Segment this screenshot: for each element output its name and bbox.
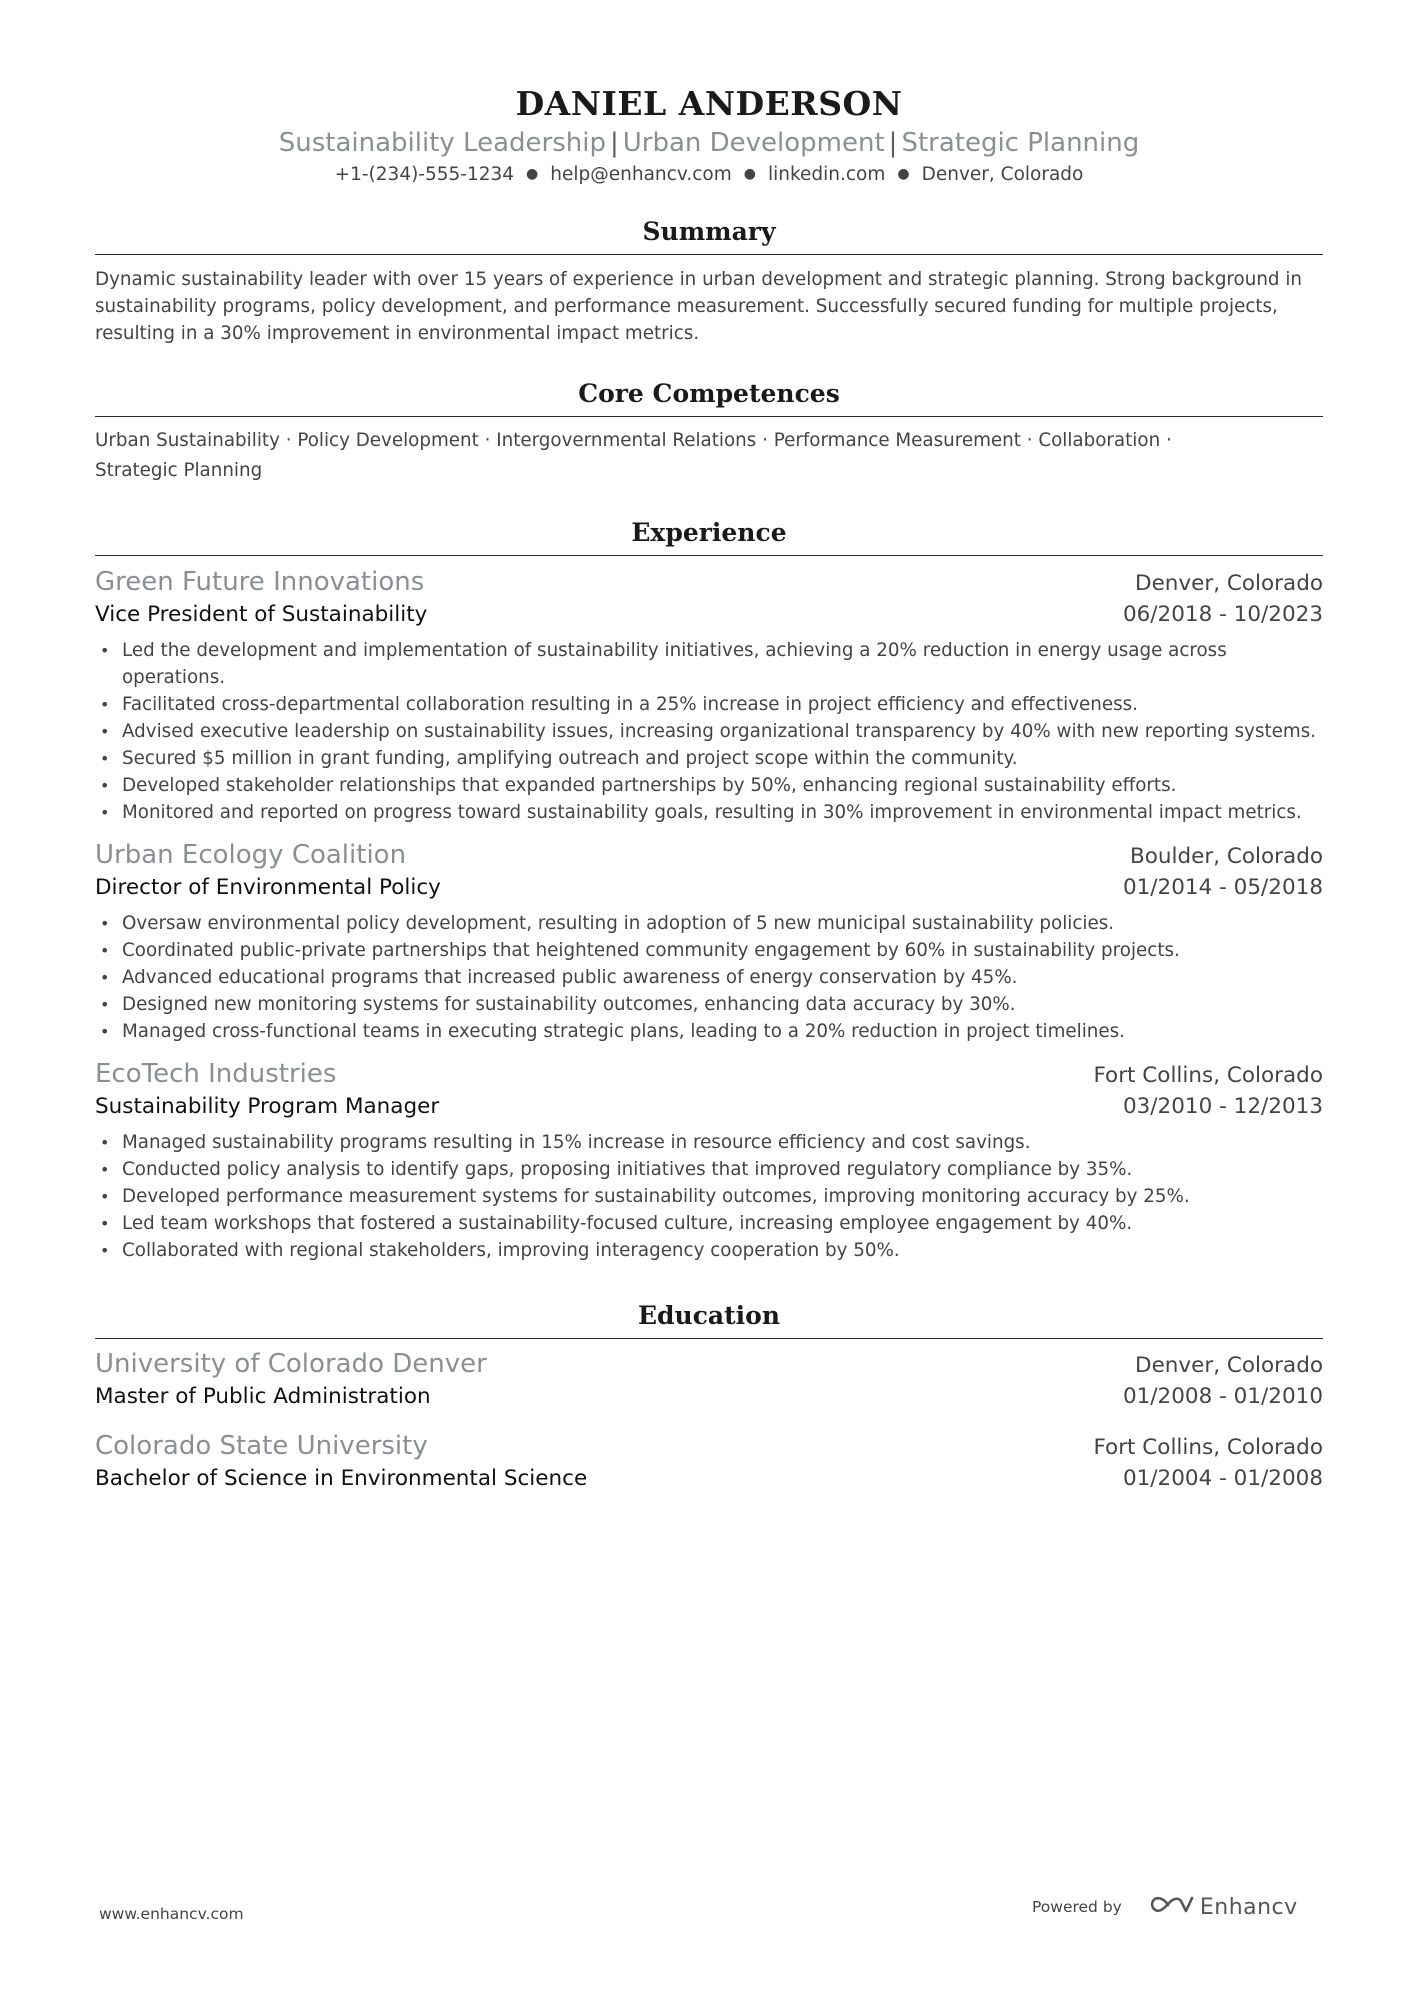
achievement-bullet: • Monitored and reported on progress toward sustainability goals, resulting in 30% improvement in environmental impact metrics. xyxy=(95,799,1323,826)
achievement-list xyxy=(95,637,1323,826)
section-divider xyxy=(95,555,1323,556)
section-divider xyxy=(95,416,1323,417)
powered-by-label: Powered by xyxy=(1032,1898,1122,1916)
job-dates: 01/2014 - 05/2018 xyxy=(1122,875,1323,900)
summary-text: Dynamic sustainability leader with over 15 years of experience in urban development and strategic planning. Strong background in sustainability programs, policy development, and performance measurement. Successfully secured funding for multiple projects, resulting in a 30% improvement in environmental impact metrics. xyxy=(95,269,1302,344)
competences-list: Urban Sustainability · Policy Development · Intergovernmental Relations · Performance Measurement · Collaboration · Strategic Planning xyxy=(95,430,1172,481)
achievement-bullet: • Led team workshops that fostered a sustainability-focused culture, increasing employee engagement by 40%. xyxy=(95,1210,1323,1237)
summary-section xyxy=(95,214,1323,347)
achievement-bullet: • Conducted policy analysis to identify gaps, proposing initiatives that improved regulatory compliance by 35%. xyxy=(95,1156,1323,1183)
section-heading: Summary xyxy=(642,217,776,246)
entry-header-row xyxy=(95,1057,1323,1091)
achievement-list xyxy=(95,1129,1323,1264)
school-name: University of Colorado Denver xyxy=(95,1349,487,1379)
job-title: Sustainability Program Manager xyxy=(95,1094,440,1119)
school-name: Colorado State University xyxy=(95,1431,428,1461)
resume-header xyxy=(95,82,1323,189)
experience-section xyxy=(95,515,1323,1264)
achievement-bullet: • Developed performance measurement systems for sustainability outcomes, improving monitoring accuracy by 25%. xyxy=(95,1183,1323,1210)
experience-entry xyxy=(95,565,1323,826)
contact-line xyxy=(95,162,1323,189)
education-dates: 01/2008 - 01/2010 xyxy=(1122,1384,1323,1409)
section-heading: Education xyxy=(637,1301,781,1330)
achievement-bullet: • Developed stakeholder relationships that expanded partnerships by 50%, enhancing regional sustainability efforts. xyxy=(95,772,1323,799)
achievement-bullet: • Designed new monitoring systems for sustainability outcomes, enhancing data accuracy by 30%. xyxy=(95,991,1323,1018)
achievement-bullet: • Oversaw environmental policy development, resulting in adoption of 5 new municipal sustainability policies. xyxy=(95,910,1323,937)
school-location: Fort Collins, Colorado xyxy=(1093,1435,1323,1460)
section-divider xyxy=(95,1338,1323,1339)
headline-separator: | xyxy=(888,128,898,158)
section-divider xyxy=(95,254,1323,255)
entry-header-row xyxy=(95,838,1323,872)
entry-header-row xyxy=(95,565,1323,599)
achievement-bullet: • Led the development and implementation of sustainability initiatives, achieving a 20% reduction in energy usage across operations. xyxy=(95,637,1323,691)
headline-part: Sustainability Leadership xyxy=(278,128,606,158)
separator-dot: ● xyxy=(897,166,910,182)
job-title: Vice President of Sustainability xyxy=(95,602,428,627)
education-section xyxy=(95,1298,1323,1495)
education-entry xyxy=(95,1429,1323,1495)
job-title: Director of Environmental Policy xyxy=(95,875,441,900)
entry-subheader-row xyxy=(95,1463,1323,1495)
location: Denver, Colorado xyxy=(921,164,1084,185)
achievement-bullet: • Facilitated cross-departmental collaboration resulting in a 25% increase in project efficiency and effectiveness. xyxy=(95,691,1323,718)
achievement-bullet: • Managed sustainability programs resulting in 15% increase in resource efficiency and cost savings. xyxy=(95,1129,1323,1156)
job-dates: 06/2018 - 10/2023 xyxy=(1122,602,1323,627)
job-location: Denver, Colorado xyxy=(1135,571,1323,596)
experience-entry xyxy=(95,838,1323,1045)
footer-branding xyxy=(1032,1893,1298,1921)
entry-header-row xyxy=(95,1429,1323,1463)
school-location: Denver, Colorado xyxy=(1135,1353,1323,1378)
achievement-bullet: • Secured $5 million in grant funding, amplifying outreach and project scope within the community. xyxy=(95,745,1323,772)
headline-part: Strategic Planning xyxy=(901,128,1140,158)
separator-dot: ● xyxy=(743,166,756,182)
resume-page xyxy=(95,82,1323,1495)
experience-entry xyxy=(95,1057,1323,1264)
footer-website-link[interactable]: www.enhancv.com xyxy=(99,1905,244,1923)
entry-subheader-row xyxy=(95,872,1323,904)
degree: Bachelor of Science in Environmental Science xyxy=(95,1466,588,1491)
education-dates: 01/2004 - 01/2008 xyxy=(1122,1466,1323,1491)
achievement-bullet: • Advised executive leadership on sustainability issues, increasing organizational transparency by 40% with new reporting systems. xyxy=(95,718,1323,745)
section-heading: Core Competences xyxy=(578,379,840,408)
company-name: Urban Ecology Coalition xyxy=(95,840,407,870)
competences-section xyxy=(95,376,1323,486)
email-link[interactable]: help@enhancv.com xyxy=(550,164,732,185)
headline xyxy=(95,126,1323,160)
job-location: Boulder, Colorado xyxy=(1130,844,1323,869)
degree: Master of Public Administration xyxy=(95,1384,431,1409)
achievement-bullet: • Managed cross-functional teams in executing strategic plans, leading to a 20% reduction in project timelines. xyxy=(95,1018,1323,1045)
headline-separator: | xyxy=(609,128,619,158)
brand-name: Enhancv xyxy=(1199,1894,1298,1920)
headline-part: Urban Development xyxy=(622,128,885,158)
entry-subheader-row xyxy=(95,599,1323,631)
linkedin-link[interactable]: linkedin.com xyxy=(767,164,886,185)
candidate-name: DANIEL ANDERSON xyxy=(515,84,903,123)
separator-dot: ● xyxy=(526,166,539,182)
phone-number[interactable]: +1-(234)-555-1234 xyxy=(334,164,515,185)
job-location: Fort Collins, Colorado xyxy=(1093,1063,1323,1088)
section-heading: Experience xyxy=(631,518,787,547)
entry-subheader-row xyxy=(95,1381,1323,1413)
entry-subheader-row xyxy=(95,1091,1323,1123)
achievement-bullet: • Advanced educational programs that increased public awareness of energy conservation by 45%. xyxy=(95,964,1323,991)
education-entry xyxy=(95,1347,1323,1413)
entry-header-row xyxy=(95,1347,1323,1381)
company-name: Green Future Innovations xyxy=(95,567,425,597)
job-dates: 03/2010 - 12/2013 xyxy=(1122,1094,1323,1119)
enhancv-logo-icon xyxy=(1148,1893,1194,1921)
achievement-bullet: • Collaborated with regional stakeholders, improving interagency cooperation by 50%. xyxy=(95,1237,1323,1264)
company-name: EcoTech Industries xyxy=(95,1059,337,1089)
achievement-bullet: • Coordinated public-private partnerships that heightened community engagement by 60% in sustainability projects. xyxy=(95,937,1323,964)
achievement-list xyxy=(95,910,1323,1045)
